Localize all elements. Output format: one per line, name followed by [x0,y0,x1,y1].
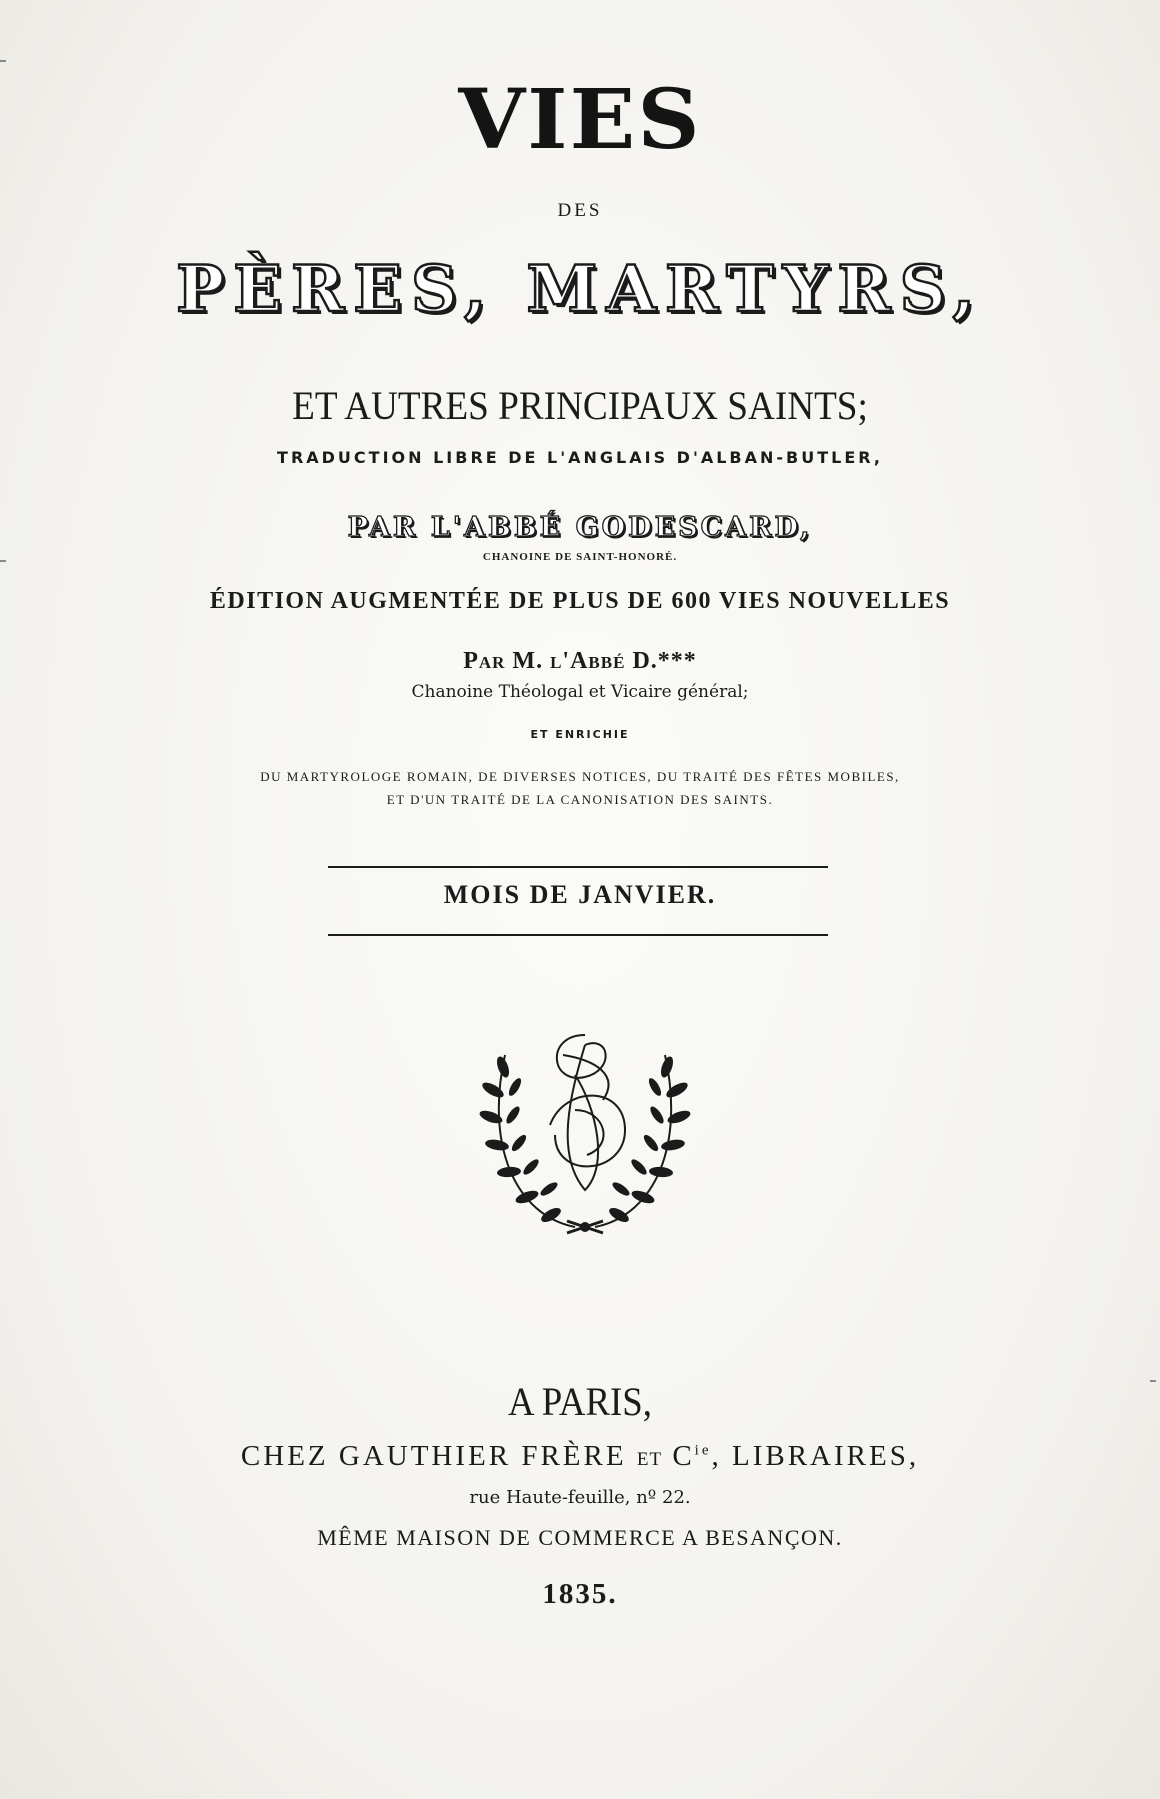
publisher-tail: , LIBRAIRES, [711,1440,920,1472]
edge-mark [1150,1380,1156,1382]
volume-title: MOIS DE JANVIER. [443,880,717,909]
publisher-et: ET [636,1449,663,1470]
edge-mark [0,560,6,562]
imprint-year: 1835. [542,1578,618,1610]
editor-role: Chanoine Théologal et Vicaire général; [411,682,749,702]
imprint-publisher [0,1440,1160,1473]
title-autres-saints: ET AUTRES PRINCIPAUX SAINTS; [292,383,868,428]
title-des: DES [557,200,603,221]
imprint-besancon: MÊME MAISON DE COMMERCE A BESANÇON. [317,1525,843,1550]
author-name: PAR L'ABBÉ GODESCARD, [347,512,813,543]
author-role: CHANOINE DE SAINT-HONORÉ. [482,551,678,563]
imprint-city: A PARIS, [508,1379,652,1424]
top-rule [328,866,828,868]
publisher-ie: ie [694,1442,712,1459]
edition-note: ÉDITION AUGMENTÉE DE PLUS DE 600 VIES NOUVELLES [209,588,951,614]
enrichie-heading: ET ENRICHIE [530,728,630,741]
imprint-address: rue Haute-feuille, nº 22. [469,1487,691,1508]
publisher-main: CHEZ GAUTHIER FRÈRE [240,1440,627,1472]
publisher-c: C [672,1440,695,1472]
enrichie-line-1: DU MARTYROLOGE ROMAIN, DE DIVERSES NOTICES, DU TRAITÉ DES FÊTES MOBILES, [260,769,900,784]
title-vies: VIES [458,72,702,168]
enrichie-line-2: ET D'UN TRAITÉ DE LA CANONISATION DES SAINTS. [386,792,774,807]
bottom-rule [328,934,828,936]
translation-note: TRADUCTION LIBRE DE L'ANGLAIS D'ALBAN-BUTLER, [277,448,883,467]
editor-name: Par M. l'Abbé D.*** [463,648,697,674]
monogram-wreath-icon [475,1015,695,1245]
title-peres-martyrs: PÈRES, MARTYRS, [176,252,984,327]
edge-mark [0,60,6,62]
